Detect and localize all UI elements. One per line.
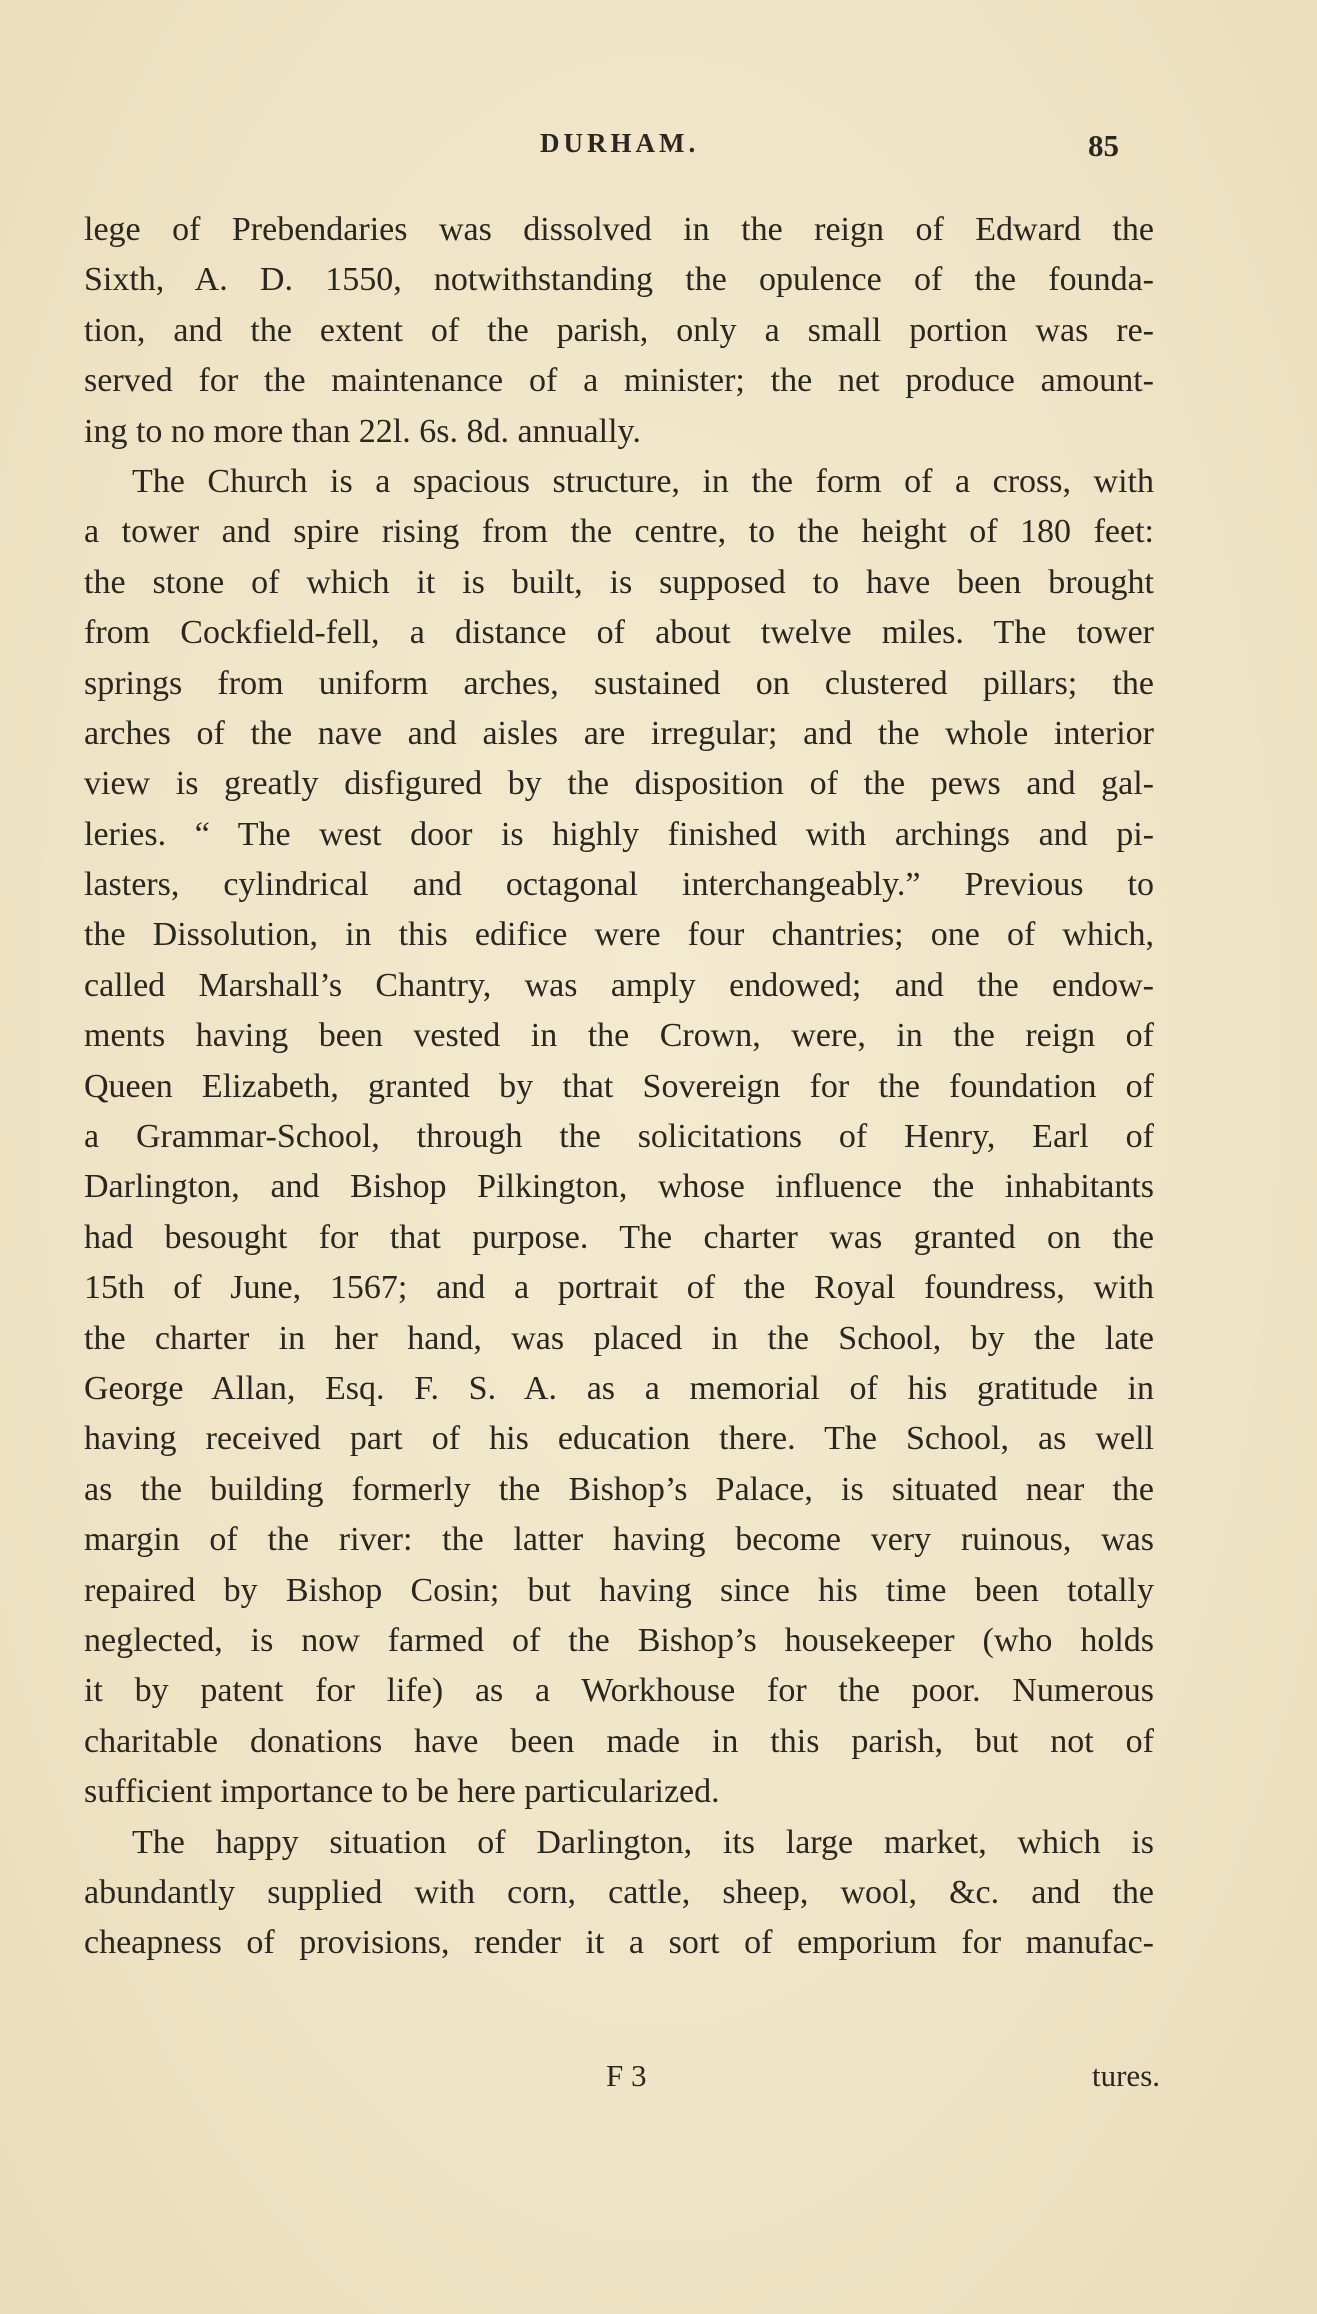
text-line: a Grammar-School, through the solicitations of Henry, Earl of <box>84 1118 1154 1156</box>
text-line: the stone of which it is built, is supposed to have been brought <box>84 563 1154 601</box>
text-line: The happy situation of Darlington, its large market, which is <box>132 1823 1154 1861</box>
text-line: tion, and the extent of the parish, only a small portion was re- <box>84 311 1154 349</box>
text-line: Darlington, and Bishop Pilkington, whose influence the inhabitants <box>84 1168 1154 1206</box>
text-line: arches of the nave and aisles are irregular; and the whole interior <box>84 714 1154 752</box>
text-line: as the building formerly the Bishop’s Palace, is situated near the <box>84 1470 1154 1508</box>
text-line: repaired by Bishop Cosin; but having since his time been totally <box>84 1571 1154 1609</box>
text-line: George Allan, Esq. F. S. A. as a memorial of his gratitude in <box>84 1369 1154 1407</box>
signature-mark: F 3 <box>606 2058 647 2093</box>
text-line: cheapness of provisions, render it a sort of emporium for manufac- <box>84 1924 1154 1962</box>
text-line: lege of Prebendaries was dissolved in the reign of Edward the <box>84 211 1154 248</box>
text-line: Sixth, A. D. 1550, notwithstanding the opulence of the founda- <box>84 261 1154 299</box>
text-line: sufficient importance to be here particularized. <box>84 1773 720 1811</box>
text-line: lasters, cylindrical and octagonal interchangeably.” Previous to <box>84 866 1154 904</box>
text-line: neglected, is now farmed of the Bishop’s housekeeper (who holds <box>84 1621 1154 1659</box>
text-line: ments having been vested in the Crown, were, in the reign of <box>84 1017 1154 1055</box>
text-line: had besought for that purpose. The charter was granted on the <box>84 1218 1154 1256</box>
text-line: abundantly supplied with corn, cattle, sheep, wool, &c. and the <box>84 1873 1154 1911</box>
text-line: 15th of June, 1567; and a portrait of the Royal foundress, with <box>84 1269 1154 1307</box>
text-line: leries. “ The west door is highly finished with archings and pi- <box>84 815 1154 853</box>
body-text <box>84 205 1154 1969</box>
running-head <box>0 128 1317 168</box>
text-line: the charter in her hand, was placed in the School, by the late <box>84 1319 1154 1357</box>
text-line: the Dissolution, in this edifice were four chantries; one of which, <box>84 916 1154 954</box>
page-number: 85 <box>1088 128 1119 163</box>
text-line: it by patent for life) as a Workhouse for the poor. Numerous <box>84 1672 1154 1710</box>
text-line: Queen Elizabeth, granted by that Sovereign for the foundation of <box>84 1067 1154 1105</box>
text-line: ing to no more than 22l. 6s. 8d. annually. <box>84 412 641 450</box>
text-line: charitable donations have been made in this parish, but not of <box>84 1722 1154 1760</box>
text-line: called Marshall’s Chantry, was amply endowed; and the endow- <box>84 966 1154 1004</box>
running-title: DURHAM. <box>540 128 700 158</box>
text-line: having received part of his education there. The School, as well <box>84 1420 1154 1458</box>
text-line: from Cockfield-fell, a distance of about twelve miles. The tower <box>84 614 1154 652</box>
catchword: tures. <box>1092 2058 1161 2093</box>
page-footer <box>0 2058 1317 2102</box>
text-line: served for the maintenance of a minister; the net produce amount- <box>84 362 1154 400</box>
text-line: a tower and spire rising from the centre, to the height of 180 feet: <box>84 513 1154 551</box>
text-line: The Church is a spacious structure, in the form of a cross, with <box>132 462 1154 500</box>
text-line: margin of the river: the latter having become very ruinous, was <box>84 1521 1154 1559</box>
text-line: springs from uniform arches, sustained on clustered pillars; the <box>84 664 1154 702</box>
text-line: view is greatly disfigured by the disposition of the pews and gal- <box>84 765 1154 803</box>
